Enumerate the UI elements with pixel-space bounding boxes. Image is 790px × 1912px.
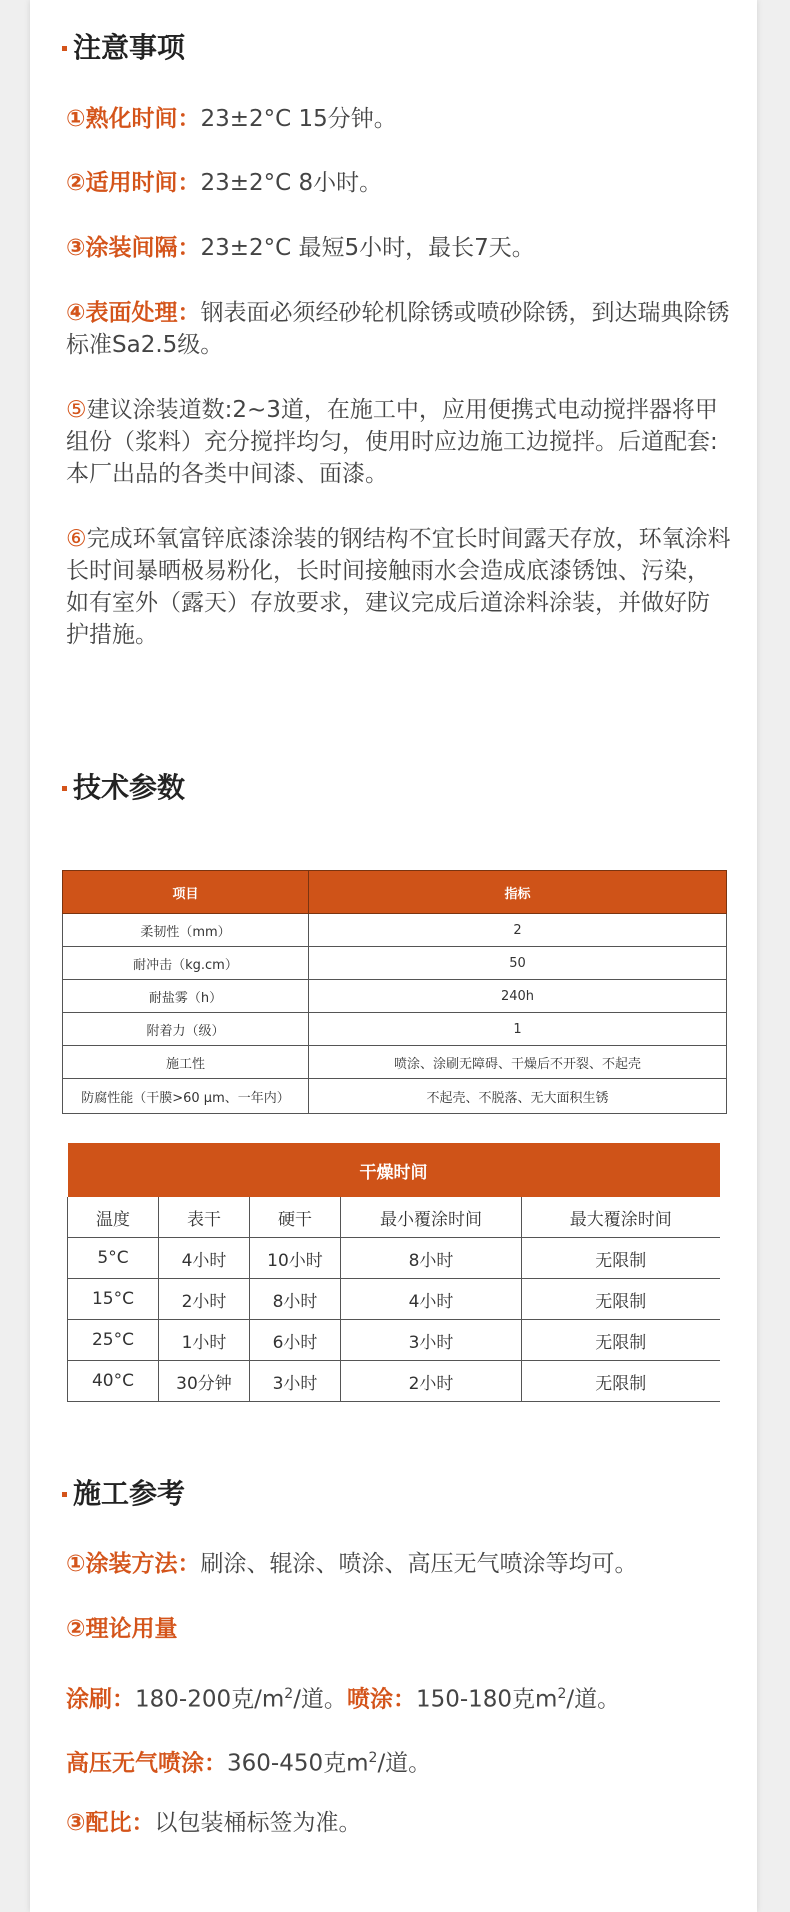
table-row: 耐盐雾（h） 240h	[63, 980, 727, 1013]
note-recoat-interval: ③涂装间隔：23±2°C 最短5小时，最长7天。	[66, 235, 535, 261]
table-row: 耐冲击（kg.cm） 50	[63, 947, 727, 980]
table-row: 附着力（级） 1	[63, 1013, 727, 1046]
table-row: 15°C 2小时 8小时 4小时 无限制	[68, 1279, 720, 1320]
note-curing-time: ①熟化时间：23±2°C 15分钟。	[66, 106, 397, 132]
title-marker	[62, 786, 67, 791]
content-card	[30, 0, 757, 1912]
construction-ratio: ③配比：以包装桶标签为准。	[66, 1810, 362, 1836]
construction-airless: 高压无气喷涂：360-450克$m^2/$道。	[66, 1750, 432, 1777]
table-row: 25°C 1小时 6小时 3小时 无限制	[68, 1320, 720, 1361]
table-row: 防腐性能（干膜>60 μm、一年内） 不起壳、不脱落、无大面积生锈	[63, 1079, 727, 1114]
table-header-row: 温度 表干 硬干 最小覆涂时间 最大覆涂时间	[68, 1197, 720, 1238]
table-row: 5°C 4小时 10小时 8小时 无限制	[68, 1238, 720, 1279]
construction-brush-spray: 涂刷：180-200克$/m^2/$道。喷涂：150-180克$m^2/$道。	[66, 1686, 621, 1713]
tech-section-title: 技术参数	[62, 766, 185, 806]
title-marker	[62, 1492, 67, 1497]
table-title-row: 干燥时间	[68, 1143, 720, 1197]
table-row: 40°C 30分钟 3小时 2小时 无限制	[68, 1361, 720, 1402]
note-coats: ⑤建议涂装道数:2~3道，在施工中，应用便携式电动搅拌器将甲组份（浆料）充分搅拌均匀，使用时应边施工边搅拌。后道配套:本厂出品的各类中间漆、面漆。	[66, 397, 718, 487]
tech-params-table	[62, 870, 727, 1114]
note-pot-life: ②适用时间：23±2°C 8小时。	[66, 170, 383, 196]
note-storage: ⑥完成环氧富锌底漆涂装的钢结构不宜长时间露天存放，环氧涂料长时间暴晒极易粉化，长时间接触雨水会造成底漆锈蚀、污染，如有室外（露天）存放要求，建议完成后道涂料涂装，并做好防护措施。	[66, 526, 731, 648]
notes-section-title: 注意事项	[62, 26, 185, 66]
table-row: 施工性 喷涂、涂刷无障碍、干燥后不开裂、不起壳	[63, 1046, 727, 1079]
construction-usage-heading: ②理论用量	[66, 1616, 178, 1642]
table-row: 柔韧性（mm） 2	[63, 914, 727, 947]
note-surface-prep: ④表面处理：钢表面必须经砂轮机除锈或喷砂除锈，到达瑞典除锈标准Sa2.5级。	[66, 300, 730, 358]
construction-section-title: 施工参考	[62, 1472, 185, 1512]
title-marker	[62, 46, 67, 51]
construction-method: ①涂装方法：刷涂、辊涂、喷涂、高压无气喷涂等均可。	[66, 1551, 638, 1577]
table-header-row: 项目 指标	[63, 871, 727, 914]
drying-time-table	[67, 1143, 720, 1402]
